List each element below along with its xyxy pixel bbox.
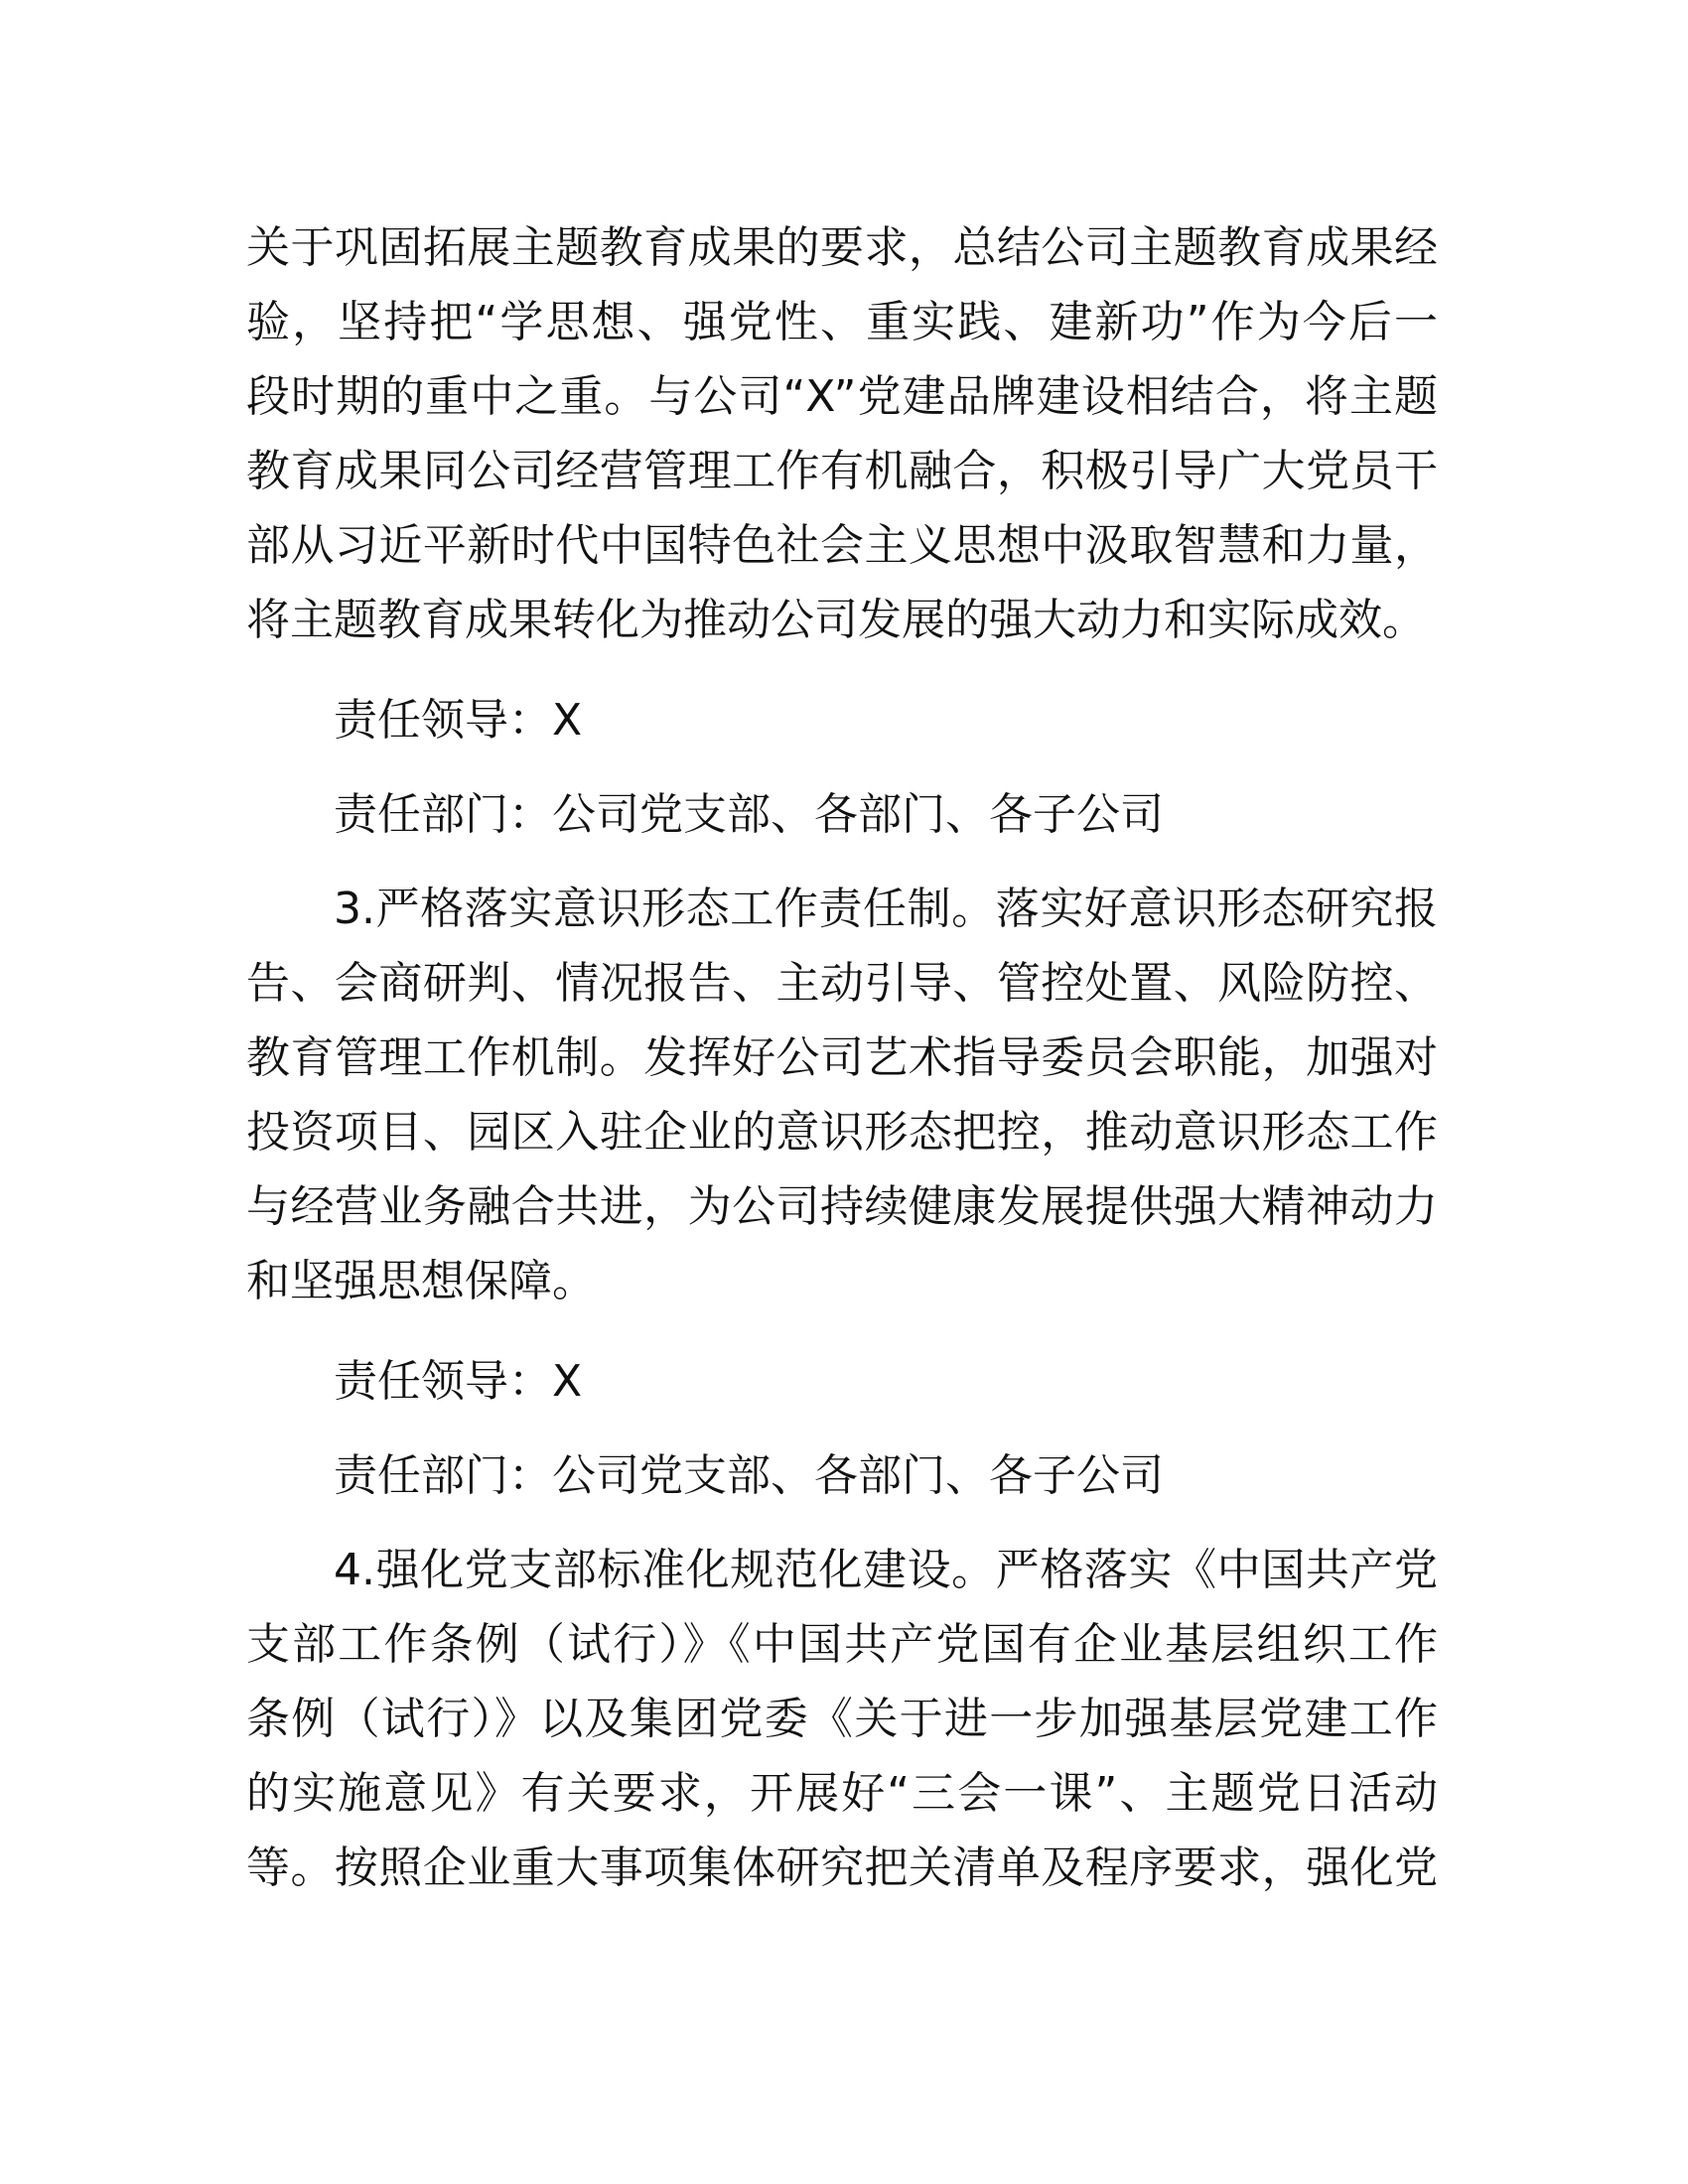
paragraph-item-4 [246, 1533, 1438, 1905]
text-line: 段时期的重中之重。与公司“X”党建品牌建设相结合，将主题 [246, 371, 1438, 422]
text-line: 条例（试行）》以及集团党委《关于进一步加强基层党建工作 [246, 1694, 1438, 1744]
text-line: 责任部门：公司党支部、各部门、各子公司 [334, 789, 1164, 840]
text-line: 关于巩固拓展主题教育成果的要求，总结公司主题教育成果经 [246, 222, 1438, 273]
text-line: 4.强化党支部标准化规范化建设。严格落实《中国共产党 [334, 1545, 1438, 1595]
text-line: 责任领导：X [334, 695, 583, 746]
text-line: 与经营业务融合共进，为公司持续健康发展提供强大精神动力 [246, 1181, 1438, 1232]
responsible-leader [246, 683, 1438, 757]
paragraph-theme-education [246, 210, 1438, 657]
responsible-department [246, 777, 1438, 852]
text-line: 支部工作条例（试行）》《中国共产党国有企业基层组织工作 [246, 1619, 1438, 1670]
responsible-department [246, 1438, 1438, 1513]
text-line: 部从习近平新时代中国特色社会主义思想中汲取智慧和力量， [246, 520, 1438, 571]
text-line: 责任部门：公司党支部、各部门、各子公司 [334, 1450, 1164, 1501]
text-line: 投资项目、园区入驻企业的意识形态把控，推动意识形态工作 [246, 1107, 1438, 1158]
text-line: 和坚强思想保障。 [246, 1256, 596, 1306]
text-line: 教育管理工作机制。发挥好公司艺术指导委员会职能，加强对 [246, 1032, 1438, 1083]
text-line: 将主题教育成果转化为推动公司发展的强大动力和实际成效。 [246, 595, 1426, 645]
text-line: 教育成果同公司经营管理工作有机融合，积极引导广大党员干 [246, 446, 1438, 496]
paragraph-item-3 [246, 872, 1438, 1318]
text-line: 告、会商研判、情况报告、主动引导、管控处置、风险防控、 [246, 958, 1438, 1009]
text-line: 等。按照企业重大事项集体研究把关清单及程序要求，强化党 [246, 1843, 1438, 1893]
responsible-leader [246, 1344, 1438, 1419]
text-line: 责任领导：X [334, 1356, 583, 1407]
text-line: 验，坚持把“学思想、强党性、重实践、建新功”作为今后一 [246, 297, 1438, 347]
text-line: 的实施意见》有关要求，开展好“三会一课”、主题党日活动 [246, 1768, 1438, 1819]
text-line: 3.严格落实意识形态工作责任制。落实好意识形态研究报 [334, 884, 1438, 934]
